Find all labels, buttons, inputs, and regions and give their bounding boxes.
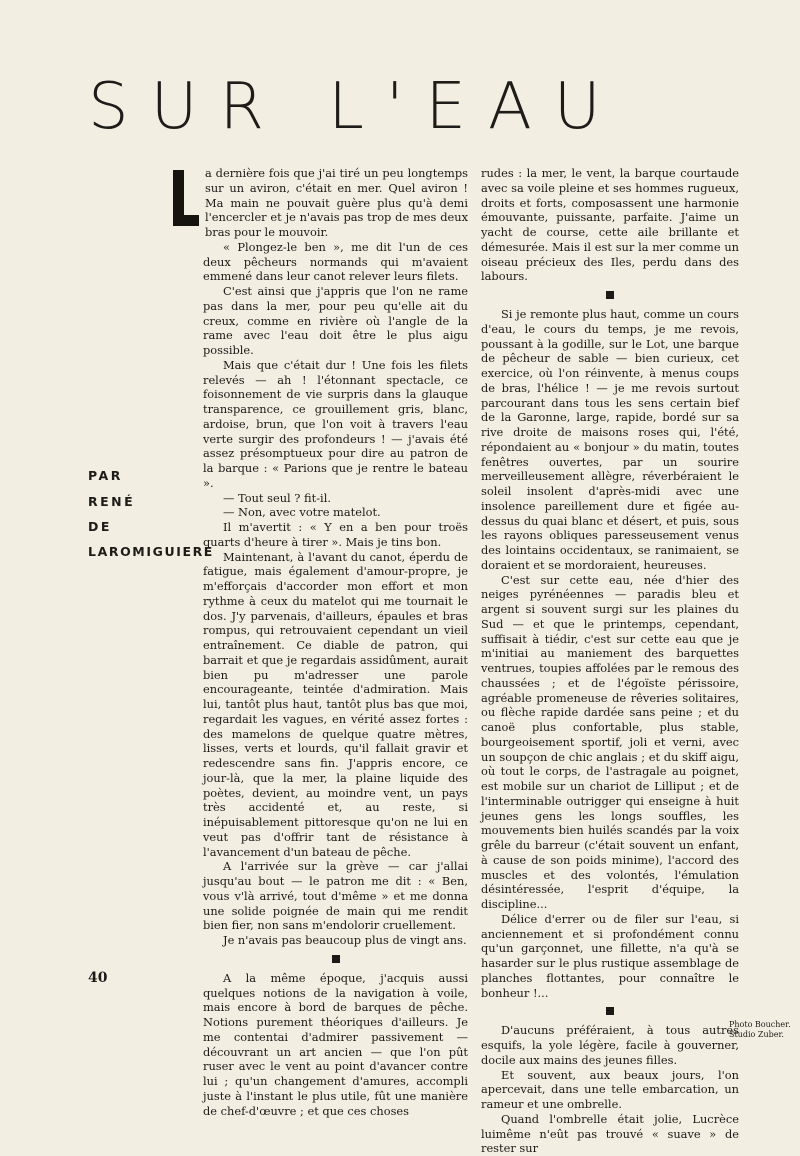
paragraph: Je n'avais pas beaucoup plus de vingt ans. — [223, 933, 467, 947]
article-title: SUR L'EAU — [88, 70, 623, 144]
credit-line: Studio Zuber. — [729, 1030, 784, 1039]
section-separator — [606, 291, 614, 299]
drop-cap-l — [173, 170, 199, 226]
paragraph: Quand l'ombrelle était jolie, Lucrèce luimême n'eût pas trouvé « suave » de rester sur — [481, 1111, 739, 1156]
paragraph: A l'arrivée sur la grève — car j'allai jusqu'au bout — le patron me dit : « Ben, vous v'là arrivé, tout d'même » et me donna une solide poignée de main qui me rendit bien fier, non sans m'endolorir cruellement. — [203, 859, 468, 933]
photo-credit — [729, 1020, 799, 1040]
paragraph: — Tout seul ? fit-il. — [223, 490, 331, 505]
section-separator — [332, 955, 340, 963]
paragraph: Mais que c'était dur ! Une fois les filets relevés — ah ! l'étonnant spectacle, ce foisonnement de vie surpris dans la glauque transparence, ce grouillement gris, blanc, ardoise, brun, que l'on voit à travers l'eau verte surgir des profondeurs ! — j'avais été assez présomptueux pour dire au patron de la barque : « Parions que je rentre le bateau ». — [203, 357, 468, 490]
paragraph: Maintenant, à l'avant du canot, éperdu de fatigue, mais également d'amour-propre, je m'efforçais d'accorder mon effort et mon rythme à ceux du matelot qui me tournait le dos. J'y parvenais, d'ailleurs, épaules et bras rompus, qui retrouvaient cependant un vieil entraînement. Ce diable de patron, qui barrait et que je regardais assidûment, aurait bien pu m'adresser une parole encourageante, teintée d'admiration. Mais lui, tantôt plus haut, tantôt plus bas que moi, regardait les vagues, en vérité assez fortes : des mamelons de quelque quatre mètres, lisses, verts et lourds, qu'il fallait gravir et redescendre sans fin. J'appris encore, ce jour-là, que la mer, la plaine liquide des poètes, devient, au moindre vent, un pays très accidenté et, au reste, si inépuisablement pittoresque qu'on ne lui en veut pas d'offrir tant de résistance à l'avancement d'un bateau de pêche. — [203, 549, 468, 859]
paragraph: Délice d'errer ou de filer sur l'eau, si anciennement et si profondément connu qu'un garçonnet, une fillette, n'a qu'à se hasarder sur le plus rustique assemblage de planches flottantes, pour connaître le bonheur !... — [481, 911, 739, 1000]
paragraph: rudes : la mer, le vent, la barque courtaude avec sa voile pleine et ses hommes rugueux, droits et forts, composassent une harmonie émouvante, puissante, parfaite. J'aime un yacht de course, cette aile brillante et démesurée. Mais il est sur la mer comme un oiseau précieux des Iles, perdu dans des labours. — [481, 166, 739, 284]
byline-first-name: RENÉ — [88, 494, 136, 509]
paragraph: a dernière fois que j'ai tiré un peu longtemps sur un aviron, c'était en mer. Quel aviron ! Ma main ne pouvait guère plus qu'à demi l'encercler et je n'avais pas trop de mes deux bras pour le mouvoir. — [205, 166, 468, 239]
paragraph: — Non, avec votre matelot. — [223, 505, 381, 520]
page-number: 40 — [88, 970, 108, 986]
byline-particle: DE — [88, 519, 112, 534]
text-column-right — [481, 166, 739, 1156]
paragraph: C'est ainsi que j'appris que l'on ne rame pas dans la mer, pour peu qu'elle ait du creux, comme en rivière où l'angle de la rame avec l'eau doit être le plus aigu possible. — [203, 284, 468, 357]
paragraph: D'aucuns préféraient, à tous autres esquifs, la yole légère, facile à gouverner, docile aux mains des jeunes filles. — [481, 1023, 739, 1067]
section-separator — [606, 1007, 614, 1015]
credit-line: Photo Boucher. — [729, 1020, 791, 1029]
paragraph: Il m'avertit : « Y en a ben pour troës quarts d'heure à tirer ». Mais je tins bon. — [203, 520, 468, 549]
paragraph: C'est sur cette eau, née d'hier des neiges pyrénéennes — paradis bleu et argent si souvent surgi sur les plaines du Sud — et que le printemps, cependant, suffisait à tiédir, c'est sur cette eau que je m'initiai au maniement des barquettes ventrues, toupies affolées par le remous des chaussées ; et de l'égoïste périssoire, agréable promeneuse de rêveries solitaires, ou flèche rapide dardée sans peine ; et du canoë plus confortable, plus stable, bourgeoisement sportif, joli et verni, avec un soupçon de chic anglais ; et du skiff aigu, où tout le corps, de l'astragale au poignet, est mobile sur un chariot de Lilliput ; et de l'interminable outrigger qui enseigne à huit jeunes gens les longs souffles, les mouvements bien huilés scandés par la voix grêle du barreur (c'était souvent un enfant, à cause de son poids minime), l'accord des muscles et des volontés, l'émulation désintéressée, l'esprit d'équipe, la discipline... — [481, 572, 739, 911]
paragraph: Si je remonte plus haut, comme un cours d'eau, le cours du temps, je me revois, poussant à la godille, sur le Lot, une barque de pêcheur de sable — bien curieux, cet exercice, où l'on réinvente, à menus coups de bras, l'hélice ! — je me revois surtout parcourant dans tous les sens certain bief de la Garonne, large, rapide, bordé sur sa rive droite de maisons roses qui, l'été, répondaient au « bonjour » du matin, toutes fenêtres ouvertes, par un sourire merveilleusement allègre, réverbéraient le soleil insolent d'après-midi avec une insolence pareillement dure et figée au-dessus du quai blanc et désert, et puis, sous les rayons obliques paresseusement venus des lointains occidentaux, se ranimaient, se doraient et se mordoraient, heureuses. — [481, 307, 739, 572]
text-column-left — [203, 166, 468, 1118]
byline-surname: LAROMIGUIERE — [88, 544, 214, 559]
byline-par: PAR — [88, 468, 123, 483]
paragraph: Et souvent, aux beaux jours, l'on apercevait, dans une telle embarcation, un rameur et une ombrelle. — [481, 1067, 739, 1111]
paragraph: « Plongez-le ben », me dit l'un de ces deux pêcheurs normands qui m'avaient emmené dans leur canot relever leurs filets. — [203, 239, 468, 284]
paragraph: A la même époque, j'acquis aussi quelques notions de la navigation à voile, mais encore à bord de barques de pêche. Notions purement théoriques d'ailleurs. Je me contentai d'admirer passivement — découvrant un art ancien — que l'on pût ruser avec le vent au point d'avancer contre lui ; qu'un changement d'amures, accompli juste à l'instant le plus utile, fût une manière de chef-d'œuvre ; et que ces choses — [203, 970, 468, 1118]
